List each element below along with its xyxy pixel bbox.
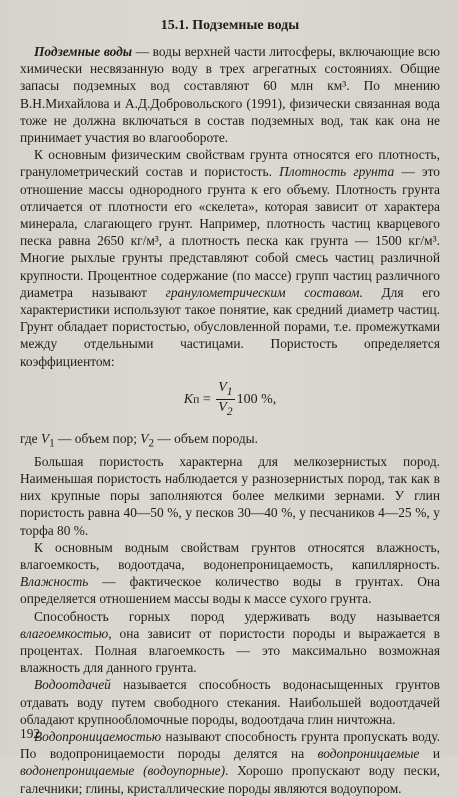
paragraph-physical-properties (20, 146, 440, 370)
var-v1-sub: 1 (49, 437, 55, 450)
numerator-var: V (218, 379, 227, 395)
paragraph-text: — фактическое количество воды в грунтах. Она определяется отношением массы воды к массе сухого грунта. (20, 574, 440, 607)
paragraph-text: где (20, 430, 41, 446)
term-impermeable: водонепроницаемые (водоупорные) (20, 763, 226, 779)
var-v1: V (40, 430, 50, 446)
var-v2: V (140, 430, 149, 446)
term-soil-density: Плотность грунта (279, 164, 395, 180)
paragraph-formula-legend (20, 430, 440, 453)
paragraph-water-yield (20, 676, 440, 728)
paragraph-text: и (419, 746, 440, 762)
formula-lhs-sub: п (193, 393, 200, 407)
paragraph-text: Для его характеристики используют такое понятие, как средний диаметр частиц. Грунт обладает пористостью, обусловленной порами, т.е. промежутками между отдельными частицами. Пористость определяется коэффициентом: (20, 284, 441, 369)
paragraph-porosity: Большая пористость характерна для мелкозернистых пород. Наименьшая пористость наблюдается у разнозернистых пород, так как в них крупные поры заполняются более мелкими зернами. У глин пористость равна 40—50 %, у песков 30—40 %, у песчаников 4—25 %, у торфа 80 %. (20, 453, 440, 538)
paragraph-text: — это отношение массы однородного грунта к его объему. Плотность грунта отличается от плотности его «скелета», которая зависит от характера минерала, слагающего грунт. Например, плотность частиц кварцевого песка равна 2650 кг/м³, а плотность песка как грунта — 1500 кг/м³. Многие рыхлые грунты представляют собой смесь частиц различной крупности. Процентное содержание (по массе) групп частиц различного диаметра называют (20, 164, 440, 300)
term-water-capacity: влагоемкостью (20, 625, 109, 641)
paragraph-text: называют способность грунта пропускать воду. По водопроницаемости породы делятся на (20, 728, 440, 762)
paragraph-groundwater-definition (20, 43, 440, 146)
denominator-var: V (218, 400, 227, 416)
formula-rhs: 100 %, (236, 391, 277, 407)
paragraph-text: , она зависит от пористости породы и выражается в процентах. Полная влагоемкость — это максимально возможная влажность для данного грунта. (20, 625, 440, 676)
term-groundwater: Подземные воды (34, 44, 133, 59)
numerator-sub: 1 (226, 384, 233, 398)
formula-numerator (216, 380, 234, 401)
term-granulometric: гранулометрическим составом. (165, 284, 363, 300)
denominator-sub: 2 (226, 405, 233, 419)
term-permeable: водопроницаемые (317, 746, 420, 762)
paragraph-text: Способность горных пород удерживать воду называется (34, 608, 440, 624)
formula-denominator (216, 400, 234, 420)
paragraph-text: . Хорошо пропускают воду пески, галечники; глины, кристаллические породы являются водоупором. (20, 763, 440, 796)
paragraph-text: — объем породы. (154, 430, 259, 446)
section-heading: 15.1. Подземные воды (160, 18, 300, 33)
formula-equals: = (199, 391, 215, 407)
term-permeability: Водопроницаемостью (34, 728, 162, 744)
formula-fraction (216, 380, 234, 421)
page-number: 192 (20, 726, 41, 741)
paragraph-text: К основным физическим свойствам грунта относятся его плотность, гранулометрический состав и пористость. (20, 147, 440, 180)
paragraph-text: К основным водным свойствам грунтов относятся влажность, влагоемкость, водоотдача, водонепроницаемость, капиллярность. (20, 539, 440, 572)
term-water-yield: Водоотдачей (34, 677, 111, 693)
paragraph-text: — объем пор; (54, 430, 141, 446)
paragraph-text: — воды верхней части литосферы, включающие всю химически несвязанную воду в трех агрегатных состояниях. Общие запасы подземных вод составляют 60 млн км³. По мнению В.Н.Михайлова и А.Д.Добровольского (1991), физически связанная вода тоже не должна включаться в состав подземных вод, так как она не принимает участия во влагообороте. (20, 44, 440, 146)
paragraph-text: называется способность водонасыщенных грунтов отдавать воду путем свободного стекания. Наибольшей водоотдачей обладают крупнообломочные породы, водоотдача глин ничтожна. (20, 677, 440, 727)
paragraph-water-properties (20, 539, 440, 608)
paragraph-permeability (20, 728, 440, 797)
porosity-formula (20, 370, 440, 430)
term-moisture: Влажность (20, 574, 89, 590)
var-v2-sub: 2 (148, 437, 155, 450)
paragraph-water-capacity (20, 608, 440, 677)
formula-lhs: K (183, 391, 194, 407)
